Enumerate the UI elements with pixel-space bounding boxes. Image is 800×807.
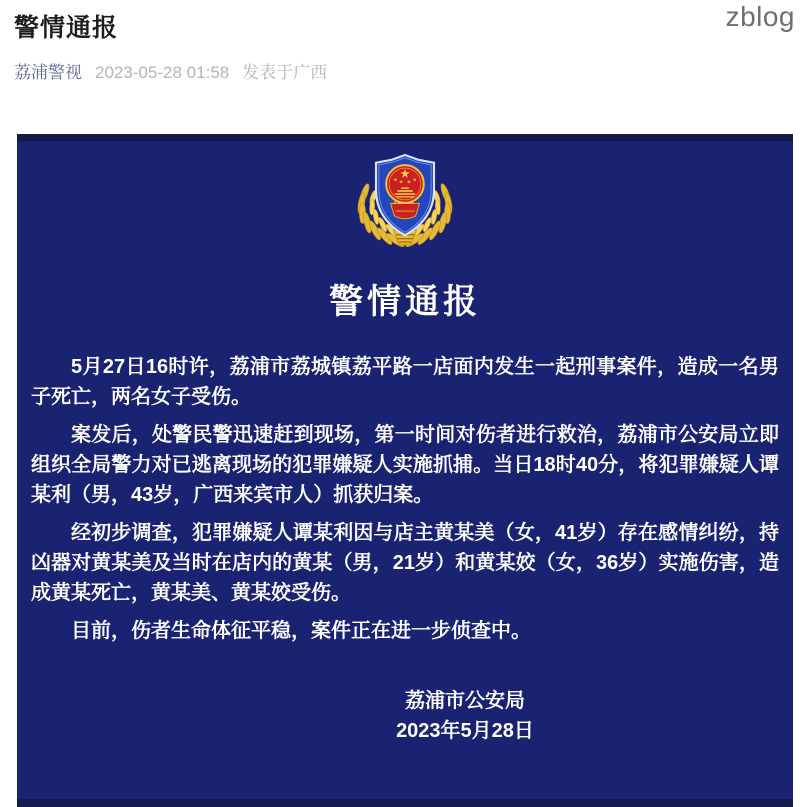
- notice-paragraph-3: 经初步调查，犯罪嫌疑人谭某利因与店主黄某美（女，41岁）存在感情纠纷，持凶器对黄某美及当时在店内的黄某（男，21岁）和黄某姣（女，36岁）实施伤害，造成黄某死亡，黄某美、黄某姣受伤。: [31, 522, 779, 604]
- notice-signature-block: [77, 686, 800, 746]
- notice-signature: 荔浦市公安局: [405, 690, 525, 712]
- page-title: 警情通报: [14, 14, 119, 42]
- notice-paragraph-2: 案发后，处警民警迅速赶到现场，第一时间对伤者进行救治，荔浦市公安局立即组织全局警力对已逃离现场的犯罪嫌疑人实施抓捕。当日18时40分，将犯罪嫌疑人谭某利（男，43岁，广西来宾市人）抓获归案。: [31, 424, 779, 506]
- police-notice: [17, 134, 793, 807]
- article-header: [0, 0, 800, 84]
- zblog-watermark: zblog: [725, 1, 795, 32]
- publish-location: 发表于广西: [242, 63, 328, 82]
- notice-date: 2023年5月28日: [396, 720, 534, 742]
- byline: [14, 62, 786, 84]
- notice-title: 警情通报: [329, 283, 481, 321]
- publish-timestamp: 2023-05-28 01:58: [95, 63, 230, 82]
- police-badge-icon: [347, 149, 463, 248]
- notice-paragraph-1: 5月27日16时许，荔浦市荔城镇荔平路一店面内发生一起刑事案件，造成一名男子死亡，两名女子受伤。: [31, 356, 779, 408]
- notice-paragraph-4: 目前，伤者生命体征平稳，案件正在进一步侦查中。: [71, 620, 531, 642]
- account-link[interactable]: 荔浦警视: [14, 63, 82, 82]
- notice-body: [17, 352, 793, 646]
